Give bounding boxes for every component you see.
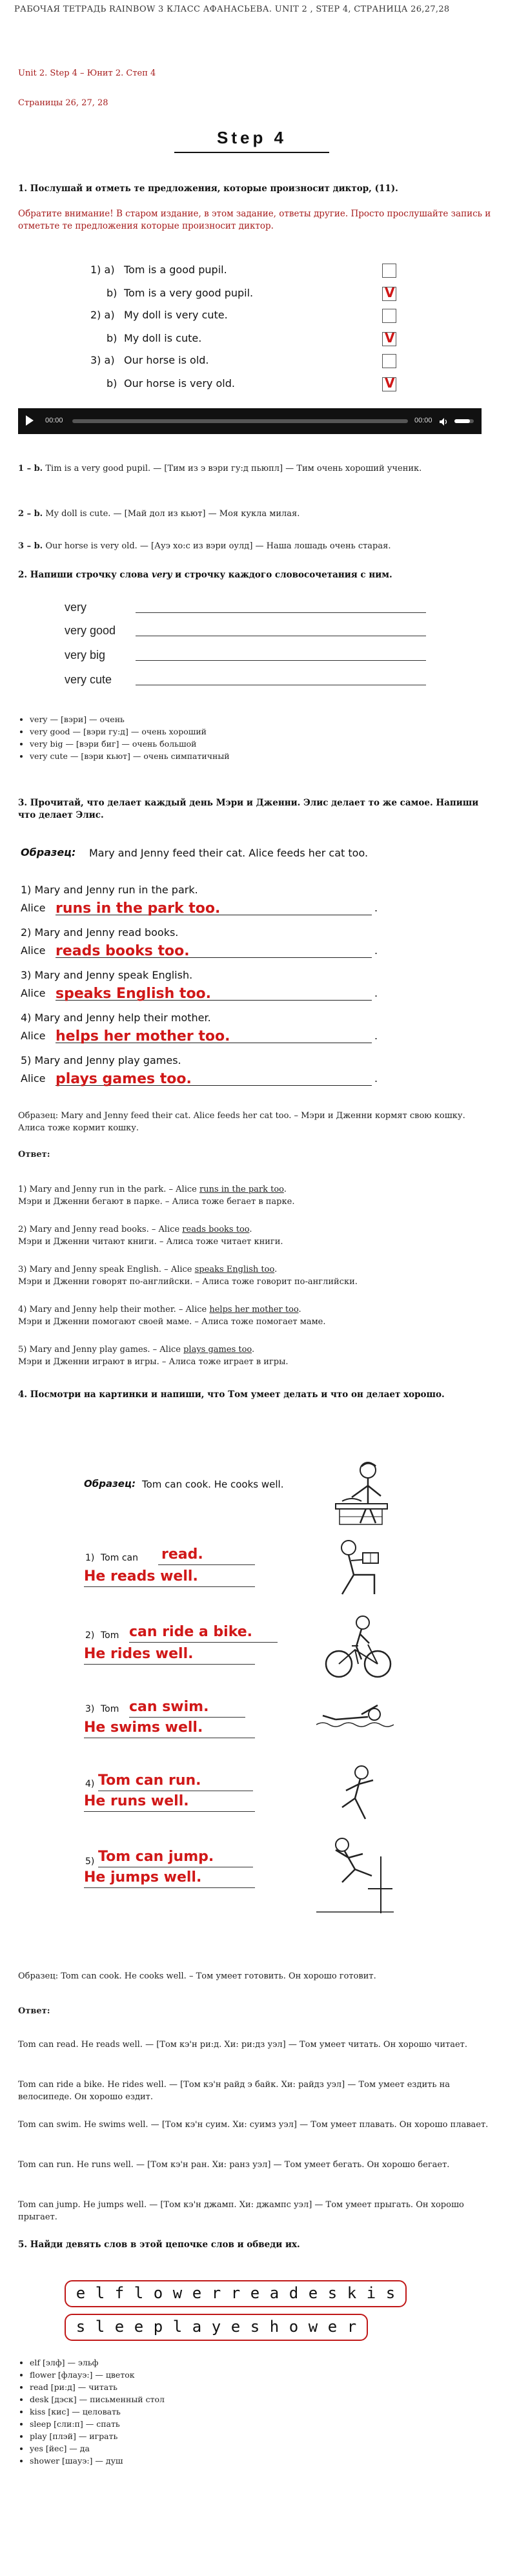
ex3-item-4-answer-field[interactable] [56, 1028, 372, 1043]
ex3-answer-3-en: 3) Mary and Jenny speak English. – Alice [18, 1265, 195, 1274]
ex3-item-2-period: . [374, 944, 378, 957]
ex3-item-2-answer: reads books too. [56, 943, 190, 959]
ex3-item-3-period: . [374, 987, 378, 999]
ex1-row-1b-label: b) [107, 287, 117, 299]
ex5-vocab-item: • elf [элф] — эльф [30, 2356, 493, 2369]
ex1-answer-3 [18, 540, 493, 552]
chain-letter[interactable]: a [269, 2284, 279, 2302]
ex4-answer-1: Tom can read. He reads well. — [Том кэ'н ри:д. Хи: ри:дз уэл] — Том умеет читать. Он хорошо читает. [18, 2040, 467, 2050]
ex3-answer-4: 4) Mary and Jenny help their mother. – Alice helps her mother too. Мэри и Дженни помогают своей маме. – Алиса тоже помогает маме. [18, 1305, 326, 1327]
ex4-item-2-num: 2) [85, 1630, 95, 1641]
ex5-question: 5. Найди девять слов в этой цепочке слов и обведи их. [18, 2239, 300, 2250]
ex2-question-word: very [151, 570, 172, 580]
ex1-answer-2-text: My doll is cute. — [Май дол из кьют] — Моя кукла милая. [45, 509, 300, 519]
ex1-answer-2 [18, 508, 493, 520]
chain-letter[interactable]: e [308, 2284, 318, 2302]
audio-duration: 00:00 [414, 417, 432, 424]
word-chain-line-1 [65, 2280, 407, 2307]
ex3-item-1-line: 1) Mary and Jenny run in the park. [21, 884, 198, 896]
ex4-item-1-answer-1: read. [161, 1546, 203, 1563]
ex4-answer-heading: Ответ: [18, 2006, 50, 2016]
chain-letter[interactable]: e [76, 2284, 86, 2302]
ex3-sample-translation: Образец: Mary and Jenny feed their cat. Alice feeds her cat too. – Мэри и Дженни кормят свою кошку. Алиса тоже кормит кошку. [18, 1111, 465, 1133]
chain-letter[interactable]: e [192, 2284, 202, 2302]
volume-icon[interactable] [439, 417, 448, 426]
ex3-answer-2-en: 2) Mary and Jenny read books. – Alice [18, 1225, 183, 1234]
ex3-answer-4-en: 4) Mary and Jenny help their mother. – Alice [18, 1305, 210, 1314]
ex2-vocab-list [18, 713, 493, 762]
ex4-item-2-answer-1: can ride a bike. [129, 1624, 253, 1640]
ex1-row-2a-label: 2) a) [90, 309, 115, 321]
ex1-row-3a-text: Our horse is old. [124, 354, 209, 366]
chain-letter[interactable]: a [192, 2318, 202, 2336]
ex4-item-1-line-1[interactable] [158, 1564, 255, 1565]
ex4-answer-4: Tom can run. He runs well. — [Том кэ'н ран. Хи: ранз уэл] — Том умеет бегать. Он хорошо бегает. [18, 2160, 450, 2170]
ex3-answer-5: 5) Mary and Jenny play games. – Alice plays games too. Мэри и Дженни играют в игры. – Алиса тоже играет в игры. [18, 1345, 289, 1367]
ex4-sample-translation: Образец: Tom can cook. He cooks well. – Том умеет готовить. Он хорошо готовит. [18, 1971, 376, 1981]
chain-letter[interactable]: d [289, 2284, 299, 2302]
ex3-item-3-answer-field[interactable] [56, 986, 372, 1001]
ex5-word-chain [65, 2280, 439, 2345]
ex3-item-2-answer-field[interactable] [56, 943, 372, 958]
step-title-block [161, 128, 342, 153]
ex4-item-5-answer-2: He jumps well. [84, 1869, 202, 1885]
ex1-answer-3-num: 3 – b. [18, 541, 43, 551]
ex3-answer-3: 3) Mary and Jenny speak English. – Alice speaks English too. Мэри и Дженни говорят по-английски. – Алиса тоже говорит по-английски. [18, 1265, 358, 1287]
chain-letter[interactable]: e [134, 2318, 144, 2336]
ex4-item-2-line-2[interactable] [84, 1664, 255, 1665]
word-chain-line-2 [65, 2314, 368, 2341]
ex4-item-5-num: 5) [85, 1856, 95, 1867]
ex4-item-2-prefix: Tom [101, 1630, 119, 1641]
ex3-item-3-alice: Alice [21, 987, 46, 999]
ex3-item-1-answer-field[interactable] [56, 900, 372, 915]
ex4-answer-5: Tom can jump. He jumps well. — [Том кэ'н джамп. Хи: джампс уэл] — Том умеет прыгать. Он хорошо прыгает. [18, 2200, 464, 2222]
ex4-item-1-num: 1) [85, 1553, 95, 1563]
ex3-answer-1-underlined: runs in the park too [199, 1185, 284, 1194]
ex5-vocab-item: • read [ри:д] — читать [30, 2381, 493, 2393]
chain-letter[interactable]: l [95, 2318, 105, 2336]
chain-letter[interactable]: i [366, 2284, 376, 2302]
ex3-answer-3-ru: Мэри и Дженни говорят по-английски. – Алиса тоже говорит по-английски. [18, 1277, 358, 1287]
ex5-vocab-item: • kiss [кис] — целовать [30, 2405, 493, 2418]
ex1-checklist [90, 264, 400, 398]
ex4-item-4-num: 4) [85, 1779, 95, 1789]
play-icon[interactable] [26, 415, 34, 426]
ex4-item-3-line-1[interactable] [129, 1717, 245, 1718]
ex4-sample-text: Tom can cook. He cooks well. [142, 1479, 284, 1490]
chain-letter[interactable]: l [95, 2284, 105, 2302]
chain-letter[interactable]: p [153, 2318, 163, 2336]
ex1-answer-3-text: Our horse is very old. — [Ауэ хо:с из вэри оулд] — Наша лошадь очень старая. [45, 541, 391, 551]
ex1-row-2b-label: b) [107, 332, 117, 344]
ex4-item-1-line-2[interactable] [84, 1586, 255, 1587]
ex1-row-2a-text: My doll is very cute. [124, 309, 228, 321]
ex3-item-5-answer: plays games too. [56, 1071, 192, 1087]
ex1-checkbox-2b[interactable] [382, 332, 396, 346]
ex1-checkbox-1a[interactable] [382, 264, 396, 278]
ex3-item-2-line: 2) Mary and Jenny read books. [21, 926, 179, 939]
ex3-question: 3. Прочитай, что делает каждый день Мэри и Дженни. Элис делает то же самое. Напиши что делает Элис. [18, 798, 479, 820]
ex2-vocab-item: • very — [вэри] — очень [30, 713, 493, 725]
audio-current-time: 00:00 [45, 417, 63, 424]
ex1-answer-2-num: 2 – b. [18, 509, 43, 519]
ex3-answer-5-en: 5) Mary and Jenny play games. – Alice [18, 1345, 184, 1355]
ex1-row-1b-text: Tom is a very good pupil. [124, 287, 254, 299]
ex4-item-1-prefix: Tom can [101, 1553, 138, 1563]
step-title: Step 4 [216, 128, 287, 147]
ex2-question [18, 569, 493, 581]
unit-label: Unit 2. Step 4 – Юнит 2. Степ 4 [18, 68, 156, 78]
chain-letter[interactable]: e [114, 2318, 125, 2336]
ex4-answer-3: Tom can swim. He swims well. — [Том кэ'н суим. Хи: суимз уэл] — Том умеет плавать. Он хорошо плавает. [18, 2120, 489, 2130]
ex2-vocab-item: • very good — [вэри гу:д] — очень хороший [30, 725, 493, 738]
ex1-checkbox-2a[interactable] [382, 309, 396, 323]
ex4-item-3-answer-2: He swims well. [84, 1719, 203, 1736]
ex3-item-5-alice: Alice [21, 1072, 46, 1085]
ex4-item-3-num: 3) [85, 1704, 95, 1714]
ex2-line-3[interactable] [136, 660, 426, 661]
ex3-sample-label: Образец: [21, 846, 76, 858]
chain-letter[interactable]: e [327, 2318, 338, 2336]
chain-letter[interactable]: l [172, 2318, 183, 2336]
ex3-answer-2-underlined: reads books too [182, 1225, 250, 1234]
ex4-answer-2: Tom can ride a bike. He rides well. — [Том кэ'н райд э байк. Хи: райдз уэл] — Том умеет ездить на велосипеде. Он хорошо ездит. [18, 2080, 450, 2102]
chain-letter[interactable]: o [289, 2318, 299, 2336]
chain-letter[interactable]: y [211, 2318, 221, 2336]
chain-letter[interactable]: s [385, 2284, 396, 2302]
ex1-row-1a-label: 1) a) [90, 264, 115, 276]
ex3-answer-5-ru: Мэри и Дженни играют в игры. – Алиса тоже играет в игры. [18, 1357, 289, 1367]
ex3-item-5-line: 5) Mary and Jenny play games. [21, 1054, 181, 1066]
ex3-item-4-alice: Alice [21, 1030, 46, 1042]
ex5-vocab-item: • play [плэй] — играть [30, 2430, 493, 2442]
chain-letter[interactable]: s [76, 2318, 86, 2336]
ex4-item-4-line-2[interactable] [84, 1811, 255, 1812]
ex3-item-3-line: 3) Mary and Jenny speak English. [21, 969, 193, 981]
ex2-vocab-item: • very cute — [вэри кьют] — очень симпатичный [30, 750, 493, 762]
ex3-answer-1-ru: Мэри и Дженни бегают в парке. – Алиса тоже бегает в парке. [18, 1197, 295, 1207]
page-header-title: РАБОЧАЯ ТЕТРАДЬ RAINBOW 3 КЛАСС АФАНАСЬЕВА. UNIT 2 , STEP 4, СТРАНИЦА 26,27,28 [14, 5, 450, 14]
ex3-answer-1: 1) Mary and Jenny run in the park. – Alice runs in the park too. Мэри и Дженни бегают в парке. – Алиса тоже бегает в парке. [18, 1185, 295, 1207]
ex2-writing-lines [65, 601, 439, 698]
ex5-vocab-item: • yes [йес] — да [30, 2442, 493, 2455]
chain-letter[interactable]: w [308, 2318, 318, 2336]
ex1-answer-1-text: Tim is a very good pupil. — [Тим из э вэри гу:д пьюпл] — Тим очень хороший ученик. [45, 464, 422, 473]
cooking-boy-picture [323, 1459, 394, 1530]
pages-label: Страницы 26, 27, 28 [18, 98, 108, 108]
chain-letter[interactable]: f [114, 2284, 125, 2302]
ex1-checkbox-1b[interactable] [382, 287, 396, 301]
chain-letter[interactable]: e [250, 2284, 260, 2302]
ex4-item-3-prefix: Tom [101, 1704, 119, 1714]
ex4-item-1-answer-2: He reads well. [84, 1568, 198, 1584]
chain-letter[interactable]: r [347, 2318, 357, 2336]
ex4-item-2-line-1[interactable] [129, 1642, 278, 1643]
ex3-answer-4-ru: Мэри и Дженни помогают своей маме. – Алиса тоже помогает маме. [18, 1317, 326, 1327]
running-boy-picture [323, 1762, 394, 1827]
ex2-word-3: very big [65, 649, 106, 661]
ex2-word-4: very cute [65, 673, 112, 686]
ex3-answer-2-ru: Мэри и Дженни читают книги. – Алиса тоже читает книги. [18, 1237, 283, 1247]
ex2-question-pre: 2. Напиши строчку слова [18, 570, 152, 580]
chain-letter[interactable]: l [134, 2284, 144, 2302]
chain-letter[interactable]: w [172, 2284, 183, 2302]
ex4-item-2-answer-2: He rides well. [84, 1646, 194, 1662]
ex3-sample-text: Mary and Jenny feed their cat. Alice feeds her cat too. [89, 847, 369, 859]
ex2-question-post: и строчку каждого словосочетания с ним. [172, 570, 392, 580]
ex3-answer-2: 2) Mary and Jenny read books. – Alice reads books too. Мэри и Дженни читают книги. – Алиса тоже читает книги. [18, 1225, 283, 1247]
ex3-item-2-alice: Alice [21, 944, 46, 957]
chain-letter[interactable]: s [250, 2318, 260, 2336]
ex2-vocab-item: • very big — [вэри биг] — очень большой [30, 738, 493, 750]
ex2-word-2: very good [65, 624, 116, 637]
volume-slider[interactable] [454, 419, 474, 423]
ex4-item-4-answer-2: He runs well. [84, 1793, 189, 1809]
ex4-item-4-answer-1: Tom can run. [98, 1772, 201, 1789]
step-title-underline [174, 152, 329, 153]
jumping-boy-picture [316, 1831, 394, 1915]
ex1-row-1a-text: Tom is a good pupil. [124, 264, 227, 276]
ex5-vocab-item: • shower [шауэ:] — душ [30, 2455, 493, 2467]
reading-boy-picture [323, 1535, 394, 1599]
ex3-answer-heading: Ответ: [18, 1150, 50, 1159]
ex3-worksheet [18, 846, 405, 1117]
ex3-item-3-answer: speaks English too. [56, 986, 212, 1002]
ex4-sample-label: Образец: [84, 1478, 136, 1490]
bike-boy-picture [323, 1611, 394, 1682]
ex1-note: Обратите внимание! В старом издание, в этом задание, ответы другие. Просто прослушайте запись и отметьте те предложения которые произносит диктор. [18, 209, 491, 231]
chain-letter[interactable]: e [230, 2318, 241, 2336]
ex1-row-3a-label: 3) a) [90, 354, 115, 366]
ex3-item-1-alice: Alice [21, 902, 46, 914]
ex1-row-2b-text: My doll is cute. [124, 332, 202, 344]
chain-letter[interactable]: r [211, 2284, 221, 2302]
volume-level [454, 419, 470, 423]
ex3-item-1-period: . [374, 902, 378, 914]
ex1-answer-1 [18, 462, 493, 475]
ex5-vocab-item: • flower [флауэ:] — цветок [30, 2369, 493, 2381]
chain-letter[interactable]: r [230, 2284, 241, 2302]
chain-letter[interactable]: h [269, 2318, 279, 2336]
ex3-item-5-period: . [374, 1072, 378, 1085]
ex1-answer-1-num: 1 – b. [18, 464, 43, 473]
ex3-item-5-answer-field[interactable] [56, 1071, 372, 1086]
ex4-question: 4. Посмотри на картинки и напиши, что Том умеет делать и что он делает хорошо. [18, 1389, 445, 1400]
ex5-vocab-list [18, 2356, 493, 2467]
ex4-worksheet [77, 1459, 400, 1975]
ex3-answer-4-underlined: helps her mother too [209, 1305, 299, 1314]
ex3-item-1-answer: runs in the park too. [56, 900, 221, 917]
ex5-vocab-item: • sleep [сли:п] — спать [30, 2418, 493, 2430]
ex2-line-1[interactable] [136, 612, 426, 613]
ex4-item-3-answer-1: can swim. [129, 1699, 209, 1715]
audio-player [18, 408, 482, 434]
ex3-answer-5-underlined: plays games too [183, 1345, 252, 1355]
ex4-item-5-answer-1: Tom can jump. [98, 1849, 214, 1865]
ex3-answer-3-underlined: speaks English too [194, 1265, 275, 1274]
ex4-item-5-line-2[interactable] [84, 1887, 255, 1888]
chain-letter[interactable]: o [153, 2284, 163, 2302]
ex1-row-3b-text: Our horse is very old. [124, 377, 235, 390]
ex3-item-4-line: 4) Mary and Jenny help their mother. [21, 1012, 211, 1024]
chain-letter[interactable]: s [327, 2284, 338, 2302]
ex1-checkbox-3a[interactable] [382, 354, 396, 368]
ex3-item-4-answer: helps her mother too. [56, 1028, 230, 1044]
ex1-question: 1. Послушай и отметь те предложения, которые произносит диктор, (11). [18, 183, 398, 194]
ex2-word-1: very [65, 601, 87, 614]
audio-progress-track[interactable] [72, 419, 408, 423]
ex1-row-3b-label: b) [107, 377, 117, 390]
chain-letter[interactable]: k [347, 2284, 357, 2302]
ex3-item-4-period: . [374, 1030, 378, 1042]
swimming-boy-picture [316, 1701, 394, 1734]
ex3-answer-1-en: 1) Mary and Jenny run in the park. – Alice [18, 1185, 199, 1194]
ex5-vocab-item: • desk [дэск] — письменный стол [30, 2393, 493, 2405]
ex1-checkbox-3b[interactable] [382, 377, 396, 391]
